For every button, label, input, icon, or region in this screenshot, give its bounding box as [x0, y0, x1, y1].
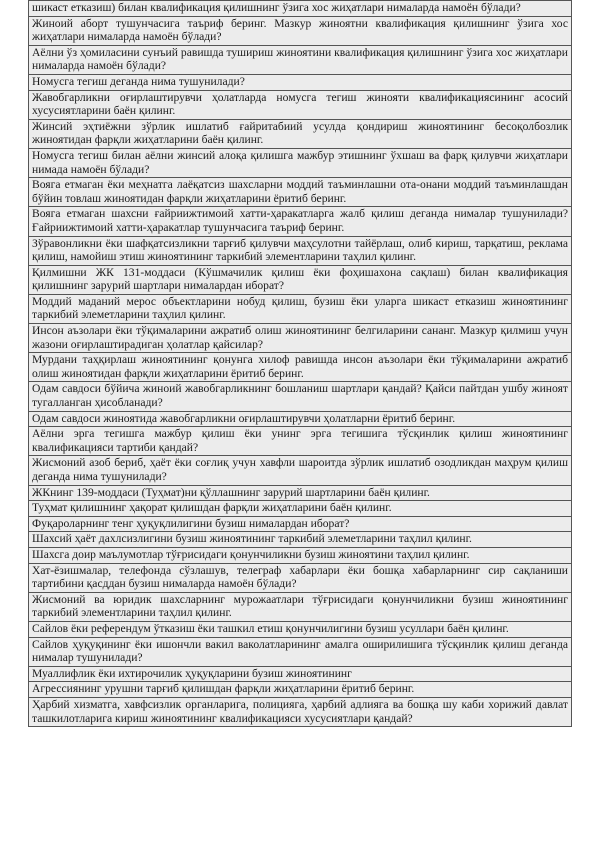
question-text: Ҳарбий хизматга, хавфсизлик органларига, полицияга, ҳарбий адлияга ва бошқа шу каби хорижий давлат ташкилотларига кириш жиноятининг квалификацияси хусусиятлари қандай?: [29, 697, 572, 726]
question-row: [29, 236, 572, 265]
question-text: Сайлов ҳуқуқининг ёки ишончли вакил ваколатларининг амалга оширилишига тўсқинлик қилиш деганда нималар тушунилади?: [29, 637, 572, 666]
question-row: [29, 294, 572, 323]
question-row: [29, 697, 572, 726]
question-text: Шахсий ҳаёт дахлсизлигини бузиш жиноятининг таркибий элеметларини таҳлил қилинг.: [29, 532, 572, 548]
question-row: [29, 90, 572, 119]
question-row: [29, 119, 572, 148]
question-text: Номусга тегиш билан аёлни жинсий алоқа қилишга мажбур этишнинг ўхшаш ва фарқ қилувчи жиҳатлари нимада намоён бўлади?: [29, 148, 572, 177]
question-table-body: [29, 1, 572, 727]
question-row: [29, 178, 572, 207]
question-text: Аёлни эрга тегишга мажбур қилиш ёки унинг эрга тегишига тўсқинлик қилиш жиноятининг квалификацияси тартиби қандай?: [29, 427, 572, 456]
question-text: Моддий маданий мерос объектларини нобуд қилиш, бузиш ёки уларга шикаст етказиш жиноятининг таркибий элеметларини таҳлил қилинг.: [29, 294, 572, 323]
question-row: [29, 456, 572, 485]
question-text: Фуқароларнинг тенг ҳуқуқлилигини бузиш нималардан иборат?: [29, 516, 572, 532]
question-text: ЖКнинг 139-моддаси (Туҳмат)ни қўллашнинг зарурий шартларини баён қилинг.: [29, 485, 572, 501]
question-text: Жиноий аборт тушунчасига таъриф беринг. Мазкур жиноятни квалификация қилишнинг ўзига хос жиҳатлари нималарда намоён бўлади?: [29, 16, 572, 45]
question-table: [28, 0, 572, 727]
question-text: Инсон аъзолари ёки тўқималарини ажратиб олиш жиноятининг белгиларини сананг. Мазкур қилмиш учун жазони оғирлаштирадиган ҳолатлар қайсилар?: [29, 324, 572, 353]
question-row: [29, 16, 572, 45]
question-row: [29, 563, 572, 592]
question-row: [29, 353, 572, 382]
question-table-container: [28, 0, 572, 727]
question-row: [29, 637, 572, 666]
question-text: Номусга тегиш деганда нима тушунилади?: [29, 74, 572, 90]
question-text: Аёлни ўз ҳомиласини сунъий равишда тушириш жиноятини квалификация қилишнинг ўзига хос жиҳатлари нималарда намоён бўлади?: [29, 45, 572, 74]
question-text: Зўравонликни ёки шафқатсизликни тарғиб қилувчи маҳсулотни тайёрлаш, олиб кириш, тарқатиш, реклама қилиш, намойиш этиш жиноятининг таркибий элементларини таҳлил қилинг.: [29, 236, 572, 265]
question-row: [29, 682, 572, 698]
question-text: Мурдани таҳқирлаш жиноятининг қонунга хилоф равишда инсон аъзолари ёки тўқималарини ажратиб олиш жиноятидан фарқли жиҳатларини ёритиб беринг.: [29, 353, 572, 382]
question-row: [29, 592, 572, 621]
question-text: Жисмоний ва юридик шахсларнинг мурожаатлари тўғрисидаги қонунчиликни бузиш жиноятининг таркибий элементларини таҳлил қилинг.: [29, 592, 572, 621]
question-row: [29, 485, 572, 501]
question-row: [29, 74, 572, 90]
question-row: [29, 45, 572, 74]
question-text: Хат-ёзишмалар, телефонда сўзлашув, телеграф хабарлари ёки бошқа хабарларнинг сир сақланиши тартибини қасддан бузиш нималарда намоён бўлади?: [29, 563, 572, 592]
question-text: Қилмишни ЖК 131-моддаси (Кўшмачилик қилиш ёки фоҳишахона сақлаш) билан квалификация қилишнинг зарурий шартлари нималардан иборат?: [29, 265, 572, 294]
question-row: [29, 265, 572, 294]
question-text: Агрессиянинг урушни тарғиб қилишдан фарқли жиҳатларини ёритиб беринг.: [29, 682, 572, 698]
question-row: [29, 516, 572, 532]
question-text: Вояга етмаган шахсни ғайриижтимоий хатти-ҳаракатларга жалб қилиш деганда нималар тушунилади? Ғайриижтимоий хатти-ҳаракатлар тушунчасига таъриф беринг.: [29, 207, 572, 236]
question-row: [29, 324, 572, 353]
question-row: [29, 501, 572, 517]
question-row: [29, 411, 572, 427]
question-text: Жинсий эҳтиёжни зўрлик ишлатиб ғайритабиий усулда қондириш жиноятининг бесоқолбозлик жиноятидан фарқли жиҳатларини баён қилинг.: [29, 119, 572, 148]
question-row: [29, 427, 572, 456]
question-row: [29, 148, 572, 177]
question-text: Одам савдоси жиноятида жавобгарликни оғирлаштирувчи ҳолатларни ёритиб беринг.: [29, 411, 572, 427]
question-row: [29, 532, 572, 548]
question-row: [29, 621, 572, 637]
question-text: Жисмоний азоб бериб, ҳаёт ёки соғлиқ учун хавфли шароитда зўрлик ишлатиб озодликдан маҳрум қилиш деганда нима тушунилади?: [29, 456, 572, 485]
question-text: Сайлов ёки референдум ўтказиш ёки ташкил етиш қонунчилигини бузиш усуллари баён қилинг.: [29, 621, 572, 637]
question-text: Туҳмат қилишнинг ҳақорат қилишдан фарқли жиҳатларини баён қилинг.: [29, 501, 572, 517]
question-text: Жавобгарликни оғирлаштирувчи ҳолатларда номусга тегиш жинояти квалификациясининг асосий хусусиятларини баён қилинг.: [29, 90, 572, 119]
question-row: [29, 666, 572, 682]
question-text: Муаллифлик ёки ихтирочилик ҳуқуқларини бузиш жиноятининг: [29, 666, 572, 682]
question-row: [29, 382, 572, 411]
question-row: [29, 1, 572, 17]
question-text: шикаст етказиш) билан квалификация қилишнинг ўзига хос жиҳатлари нималарда намоён бўлади?: [29, 1, 572, 17]
question-text: Вояга етмаган ёки меҳнатга лаёқатсиз шахсларни моддий таъминлашни ота-онани моддий таъминлашдан бўйин товлаш жиноятидан фарқли жиҳатларини ёритиб беринг.: [29, 178, 572, 207]
question-text: Шахсга доир маълумотлар тўғрисидаги қонунчиликни бузиш жиноятини таҳлил қилинг.: [29, 547, 572, 563]
question-row: [29, 207, 572, 236]
question-text: Одам савдоси бўйича жиноий жавобгарликнинг бошланиш шартлари қандай? Қайси пайтдан ушбу жиноят тугалланган ҳисобланади?: [29, 382, 572, 411]
question-row: [29, 547, 572, 563]
